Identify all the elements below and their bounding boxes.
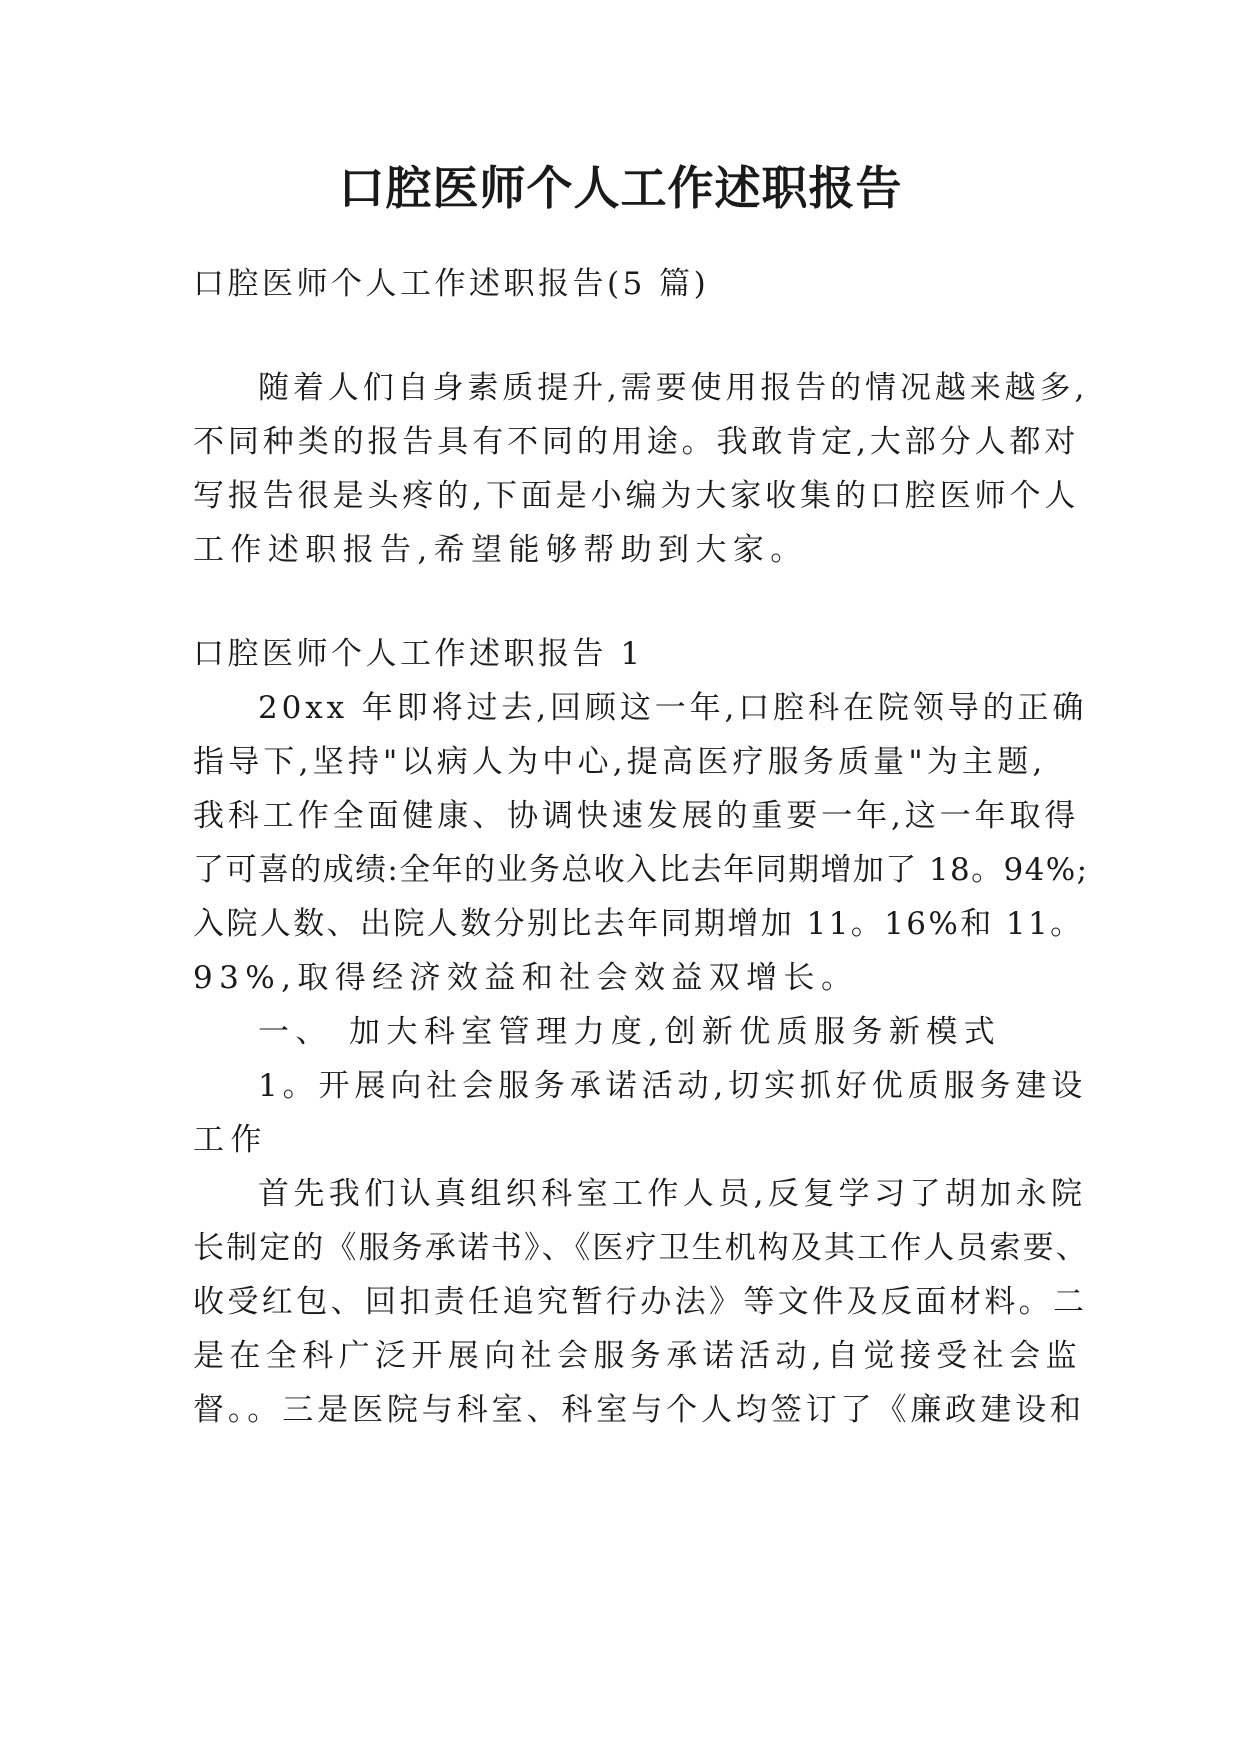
body1-line-2: 指导下,坚持"以病人为中心,提高医疗服务质量"为主题, [193,744,1047,780]
document-subtitle: 口腔医师个人工作述职报告(5 篇) [193,266,710,302]
item1-line-2: 工作 [193,1122,268,1158]
body2-line-2: 长制定的《服务承诺书》、《医疗卫生机构及其工作人员索要、 [193,1230,1089,1266]
body1-line-1: 20xx 年即将过去,回顾这一年,口腔科在院领导的正确 [258,690,1088,726]
intro-line-1: 随着人们自身素质提升,需要使用报告的情况越来越多, [258,370,1089,406]
intro-line-3: 写报告很是头疼的,下面是小编为大家收集的口腔医师个人 [193,478,1080,514]
body1-line-5: 入院人数、出院人数分别比去年同期增加 11。16%和 11。 [193,906,1084,942]
body2-line-4: 是在全科广泛开展向社会服务承诺活动,自觉接受社会监 [193,1338,1082,1374]
body1-line-6: 93%,取得经济效益和社会效益双增长。 [193,960,859,996]
item1-line-1: 1。开展向社会服务承诺活动,切实抓好优质服务建设 [258,1068,1088,1104]
section-heading: 口腔医师个人工作述职报告 1 [193,636,644,672]
intro-line-4: 工作述职报告,希望能够帮助到大家。 [193,532,808,568]
body2-line-3: 收受红包、回扣责任追究暂行办法》等文件及反面材料。二 [193,1284,1088,1320]
body2-line-1: 首先我们认真组织科室工作人员,反复学习了胡加永院 [258,1176,1087,1212]
body2-line-5: 督。。三是医院与科室、科室与个人均签订了《廉政建设和 [193,1392,1085,1428]
document-title: 口腔医师个人工作述职报告 [338,161,903,215]
subheading-1: 一、 加大科室管理力度,创新优质服务新模式 [258,1014,1002,1050]
body1-line-3: 我科工作全面健康、协调快速发展的重要一年,这一年取得 [193,798,1080,834]
body1-line-4: 了可喜的成绩:全年的业务总收入比去年同期增加了 18。94%; [193,852,1089,888]
intro-line-2: 不同种类的报告具有不同的用途。我敢肯定,大部分人都对 [193,424,1080,460]
